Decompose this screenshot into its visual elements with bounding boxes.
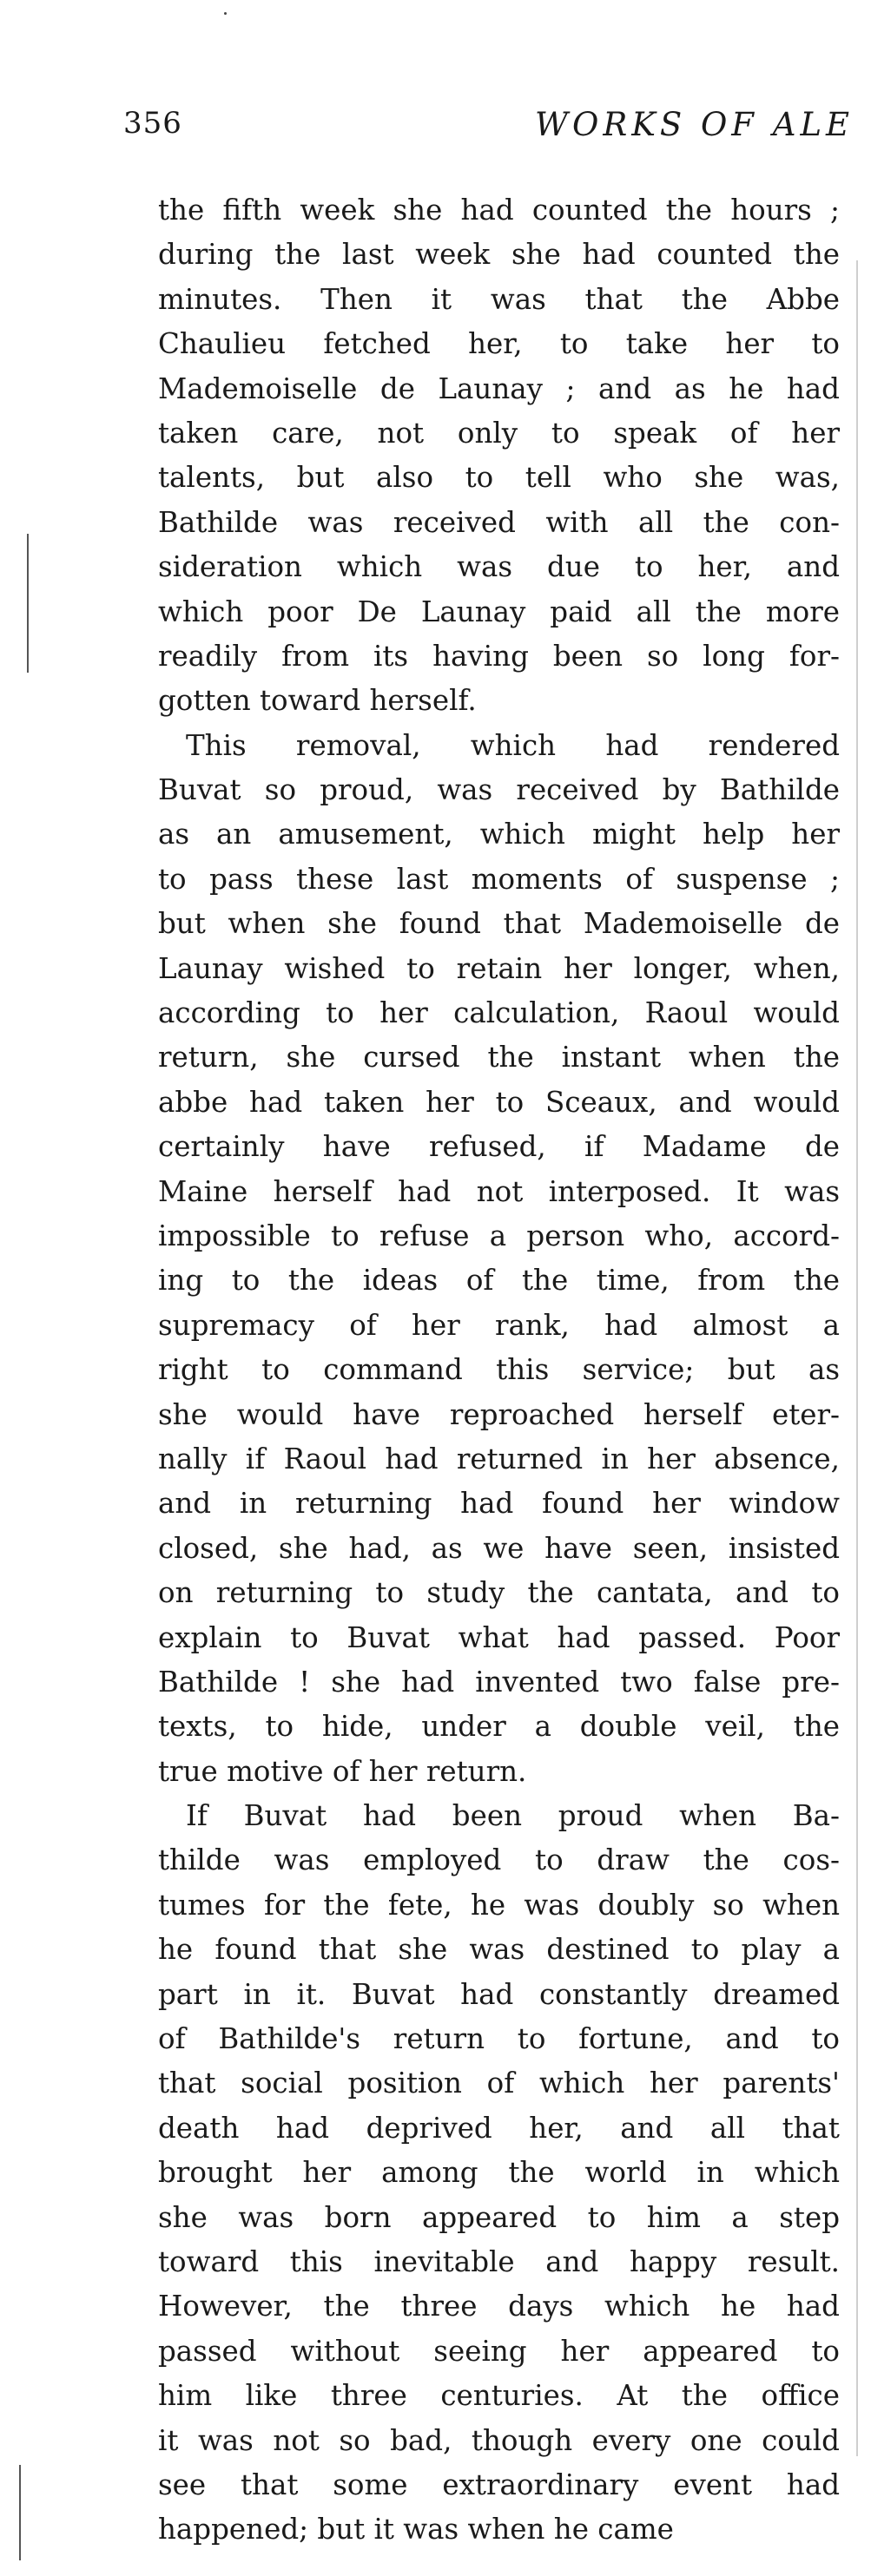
- text-line: supremacy of her rank, had almost a: [158, 1308, 840, 1342]
- text-line: talents, but also to tell who she was,: [158, 461, 840, 495]
- text-line: on returning to study the cantata, and to: [158, 1576, 840, 1610]
- text-line: Bathilde was received with all the con-: [158, 505, 840, 539]
- text-line: readily from its having been so long for-: [158, 639, 840, 673]
- text-line: happened; but it was when he came: [158, 2513, 674, 2546]
- text-line: but when she found that Mademoiselle de: [158, 907, 840, 941]
- margin-pencil-mark: [19, 2465, 21, 2560]
- text-line: Mademoiselle de Launay ; and as he had: [158, 371, 840, 405]
- text-line: it was not so bad, though every one could: [158, 2423, 840, 2457]
- text-line: death had deprived her, and all that: [158, 2111, 840, 2145]
- text-line: minutes. Then it was that the Abbe: [158, 282, 840, 316]
- running-title: WORKS OF ALE: [535, 106, 855, 143]
- text-line: gotten toward herself.: [158, 684, 477, 718]
- text-line: Chaulieu fetched her, to take her to: [158, 327, 840, 361]
- text-line: as an amusement, which might help her: [158, 818, 840, 851]
- text-line: according to her calculation, Raoul would: [158, 996, 840, 1030]
- text-line: nally if Raoul had returned in her absence,: [158, 1442, 840, 1475]
- paragraph-1: [158, 188, 840, 724]
- text-line: true motive of her return.: [158, 1754, 527, 1788]
- text-line: which poor De Launay paid all the more: [158, 595, 840, 628]
- text-line: return, she cursed the instant when the: [158, 1041, 840, 1074]
- text-line: sideration which was due to her, and: [158, 550, 840, 584]
- paragraph-3: [158, 1794, 840, 2553]
- text-line: thilde was employed to draw the cos-: [158, 1843, 840, 1877]
- text-line: she would have reproached herself eter-: [158, 1397, 840, 1431]
- body-text: [158, 188, 840, 2553]
- text-line: during the last week she had counted the: [158, 238, 840, 272]
- text-line: abbe had taken her to Sceaux, and would: [158, 1085, 840, 1119]
- text-line: Maine herself had not interposed. It was: [158, 1174, 840, 1208]
- text-line: impossible to refuse a person who, accord-: [158, 1219, 840, 1252]
- text-line: certainly have refused, if Madame de: [158, 1130, 840, 1164]
- text-line: Buvat so proud, was received by Bathilde: [158, 773, 840, 807]
- page-edge-rule: [856, 260, 858, 2456]
- text-line: taken care, not only to speak of her: [158, 416, 840, 450]
- text-line: right to command this service; but as: [158, 1353, 840, 1387]
- text-line: that social position of which her parents': [158, 2067, 840, 2100]
- text-line: and in returning had found her window: [158, 1487, 840, 1521]
- text-line: him like three centuries. At the office: [158, 2379, 840, 2413]
- text-line: tumes for the fete, he was doubly so when: [158, 1888, 840, 1922]
- page-number: 356: [123, 106, 182, 141]
- text-line: closed, she had, as we have seen, insisted: [158, 1531, 840, 1565]
- text-line: However, the three days which he had: [158, 2290, 840, 2323]
- text-line: Bathilde ! she had invented two false pre-: [158, 1665, 840, 1699]
- text-line: part in it. Buvat had constantly dreamed: [158, 1977, 840, 2011]
- text-line: to pass these last moments of suspense ;: [158, 862, 840, 896]
- text-line: she was born appeared to him a step: [158, 2200, 840, 2234]
- text-line: This removal, which had rendered: [186, 728, 840, 762]
- text-line: Launay wished to retain her longer, when,: [158, 951, 840, 985]
- text-line: If Buvat had been proud when Ba-: [186, 1799, 840, 1833]
- text-line: of Bathilde's return to fortune, and to: [158, 2022, 840, 2056]
- text-line: passed without seeing her appeared to: [158, 2334, 840, 2368]
- text-line: explain to Buvat what had passed. Poor: [158, 1620, 840, 1654]
- text-line: texts, to hide, under a double veil, the: [158, 1710, 840, 1744]
- text-line: see that some extraordinary event had: [158, 2468, 840, 2501]
- page-header: [123, 106, 871, 149]
- text-line: brought her among the world in which: [158, 2156, 840, 2190]
- text-line: toward this inevitable and happy result.: [158, 2244, 840, 2278]
- text-line: the fifth week she had counted the hours ;: [158, 194, 840, 227]
- paragraph-2: [158, 724, 840, 1794]
- text-line: ing to the ideas of the time, from the: [158, 1264, 840, 1298]
- margin-pencil-mark: [27, 534, 29, 673]
- text-line: he found that she was destined to play a: [158, 1933, 840, 1967]
- scan-dot: [224, 12, 227, 15]
